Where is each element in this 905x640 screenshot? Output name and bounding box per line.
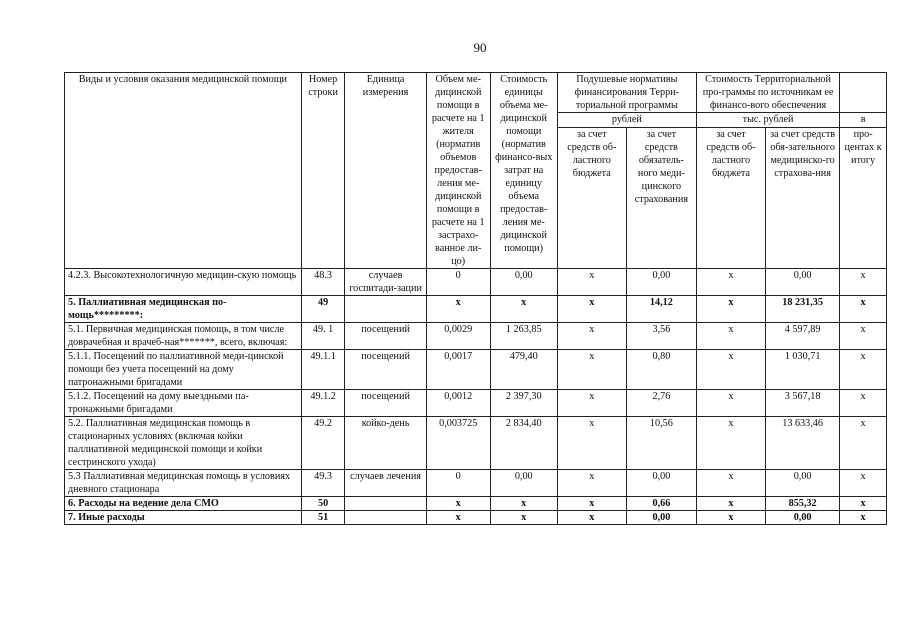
row-unit: посещений bbox=[345, 390, 426, 417]
row-norm-budget: х bbox=[557, 296, 626, 323]
row-cost-oms: 13 633,46 bbox=[766, 417, 840, 470]
header-group-cost bbox=[696, 73, 839, 113]
row-norm-oms: 0,80 bbox=[626, 350, 696, 390]
row-percent: х bbox=[840, 269, 887, 296]
table-row bbox=[65, 323, 887, 350]
row-norm-budget: х bbox=[557, 269, 626, 296]
row-cost-oms: 3 567,18 bbox=[766, 390, 840, 417]
table-row bbox=[65, 269, 887, 296]
row-cost-oms: 0,00 bbox=[766, 511, 840, 525]
row-volume: 0 bbox=[426, 269, 490, 296]
header-unit: Единица измерения bbox=[345, 73, 426, 269]
header-cost: Стоимость единицы объема ме-дицинской помощи (норматив финансо-вых затрат на единицу объема предостав-ления ме-дицинской помощи) bbox=[490, 73, 557, 269]
row-cost-budget: х bbox=[696, 511, 765, 525]
row-cost-budget: х bbox=[696, 470, 765, 497]
row-norm-budget: х bbox=[557, 511, 626, 525]
row-norm-oms: 0,00 bbox=[626, 470, 696, 497]
row-name: 5.2. Паллиативная медицинская помощь в стационарных условиях (включая койки паллиативной медицинской помощи и койки сестринского ухода) bbox=[65, 417, 302, 470]
row-cost: 2 834,40 bbox=[490, 417, 557, 470]
header-sub-oms-2: за счет средств обя-зательного медицинско-го страхова-ния bbox=[766, 127, 840, 268]
row-cost-budget: х bbox=[696, 350, 765, 390]
row-volume: 0 bbox=[426, 470, 490, 497]
header-cost-unit: тыс. рублей bbox=[696, 113, 839, 127]
row-cost-oms: 1 030,71 bbox=[766, 350, 840, 390]
row-cost-oms: 4 597,89 bbox=[766, 323, 840, 350]
row-volume: х bbox=[426, 497, 490, 511]
row-cost-oms: 0,00 bbox=[766, 269, 840, 296]
row-cost: 479,40 bbox=[490, 350, 557, 390]
row-norm-budget: х bbox=[557, 323, 626, 350]
financing-table bbox=[64, 72, 887, 525]
row-norm-oms: 3,56 bbox=[626, 323, 696, 350]
header-sub-oms: за счет средств обязатель-ного меди-цинского страхования bbox=[626, 127, 696, 268]
row-norm-budget: х bbox=[557, 390, 626, 417]
row-percent: х bbox=[840, 470, 887, 497]
row-norm-oms: 0,00 bbox=[626, 269, 696, 296]
row-volume: 0,0017 bbox=[426, 350, 490, 390]
table-row bbox=[65, 296, 887, 323]
row-norm-budget: х bbox=[557, 350, 626, 390]
table-row bbox=[65, 390, 887, 417]
header-type: Виды и условия оказания медицинской помощи bbox=[65, 73, 302, 269]
table-row bbox=[65, 511, 887, 525]
row-percent: х bbox=[840, 350, 887, 390]
table-header bbox=[65, 73, 887, 269]
row-number: 49.3 bbox=[301, 470, 345, 497]
row-name: 5.1.1. Посещений по паллиативной меди-цинской помощи без учета посещений на дому патронажными бригадами bbox=[65, 350, 302, 390]
header-group-norms bbox=[557, 73, 696, 113]
row-name: 4.2.3. Высокотехнологичную медицин-скую помощь bbox=[65, 269, 302, 296]
row-cost-oms: 18 231,35 bbox=[766, 296, 840, 323]
row-unit: койко-день bbox=[345, 417, 426, 470]
header-sub-budget-2: за счет средств об-ластного бюджета bbox=[696, 127, 765, 268]
row-number: 50 bbox=[301, 497, 345, 511]
row-number: 49. 1 bbox=[301, 323, 345, 350]
row-cost-budget: х bbox=[696, 390, 765, 417]
row-cost: 1 263,85 bbox=[490, 323, 557, 350]
row-cost: х bbox=[490, 296, 557, 323]
row-number: 49.2 bbox=[301, 417, 345, 470]
row-volume: 0,003725 bbox=[426, 417, 490, 470]
header-norms-unit: рублей bbox=[557, 113, 696, 127]
row-norm-budget: х bbox=[557, 497, 626, 511]
row-unit bbox=[345, 497, 426, 511]
header-row-number: Номер строки bbox=[301, 73, 345, 269]
row-cost: х bbox=[490, 497, 557, 511]
header-group-norms-label: Подушевые нормативы финансирования Терри-ториальной программы bbox=[574, 74, 680, 111]
row-norm-oms: 10,56 bbox=[626, 417, 696, 470]
row-cost-budget: х bbox=[696, 417, 765, 470]
header-volume: Объем ме-дицинской помощи в расчете на 1 жителя (норматив объемов предостав-ления ме-дицинской помощи в расчете на 1 застрахо-ванное ли-цо) bbox=[426, 73, 490, 269]
row-percent: х bbox=[840, 497, 887, 511]
row-volume: 0,0029 bbox=[426, 323, 490, 350]
row-percent: х bbox=[840, 323, 887, 350]
table-row bbox=[65, 350, 887, 390]
row-cost: х bbox=[490, 511, 557, 525]
row-cost-oms: 0,00 bbox=[766, 470, 840, 497]
row-unit bbox=[345, 511, 426, 525]
row-name: 7. Иные расходы bbox=[65, 511, 302, 525]
row-norm-oms: 0,00 bbox=[626, 511, 696, 525]
page-number: 90 bbox=[473, 40, 487, 55]
row-percent: х bbox=[840, 296, 887, 323]
row-cost-budget: х bbox=[696, 497, 765, 511]
row-volume: х bbox=[426, 296, 490, 323]
row-percent: х bbox=[840, 417, 887, 470]
table-row bbox=[65, 417, 887, 470]
row-norm-oms: 0,66 bbox=[626, 497, 696, 511]
row-norm-oms: 2,76 bbox=[626, 390, 696, 417]
row-name: 5.3 Паллиативная медицинская помощь в условиях дневного стационара bbox=[65, 470, 302, 497]
row-number: 49.1.2 bbox=[301, 390, 345, 417]
row-percent: х bbox=[840, 390, 887, 417]
row-name: 6. Расходы на ведение дела СМО bbox=[65, 497, 302, 511]
row-cost-budget: х bbox=[696, 269, 765, 296]
row-unit: посещений bbox=[345, 350, 426, 390]
table-row bbox=[65, 497, 887, 511]
row-volume: х bbox=[426, 511, 490, 525]
row-norm-oms: 14,12 bbox=[626, 296, 696, 323]
row-cost-oms: 855,32 bbox=[766, 497, 840, 511]
row-cost-budget: х bbox=[696, 323, 765, 350]
row-number: 49.1.1 bbox=[301, 350, 345, 390]
row-number: 51 bbox=[301, 511, 345, 525]
row-percent: х bbox=[840, 511, 887, 525]
header-percent-v: в bbox=[840, 113, 887, 127]
table-body bbox=[65, 269, 887, 525]
row-volume: 0,0012 bbox=[426, 390, 490, 417]
row-cost: 0,00 bbox=[490, 269, 557, 296]
header-sub-percent: про-центах к итогу bbox=[840, 127, 887, 268]
header-group-cost-label: Стоимость Территориальной про-граммы по источникам ее финансо-вого обеспечения bbox=[702, 74, 834, 111]
row-unit: случаев госпитади-зации bbox=[345, 269, 426, 296]
row-unit: посещений bbox=[345, 323, 426, 350]
row-cost: 0,00 bbox=[490, 470, 557, 497]
row-norm-budget: х bbox=[557, 470, 626, 497]
header-sub-budget: за счет средств об-ластного бюджета bbox=[557, 127, 626, 268]
row-norm-budget: х bbox=[557, 417, 626, 470]
header-percent-top bbox=[840, 73, 887, 113]
row-number: 49 bbox=[301, 296, 345, 323]
row-name: 5.1. Первичная медицинская помощь, в том числе доврачебная и врачеб-ная*******, всего, включая: bbox=[65, 323, 302, 350]
row-name: 5. Паллиативная медицинская по-мощь*********: bbox=[65, 296, 302, 323]
row-cost: 2 397,30 bbox=[490, 390, 557, 417]
row-unit bbox=[345, 296, 426, 323]
row-cost-budget: х bbox=[696, 296, 765, 323]
row-unit: случаев лечения bbox=[345, 470, 426, 497]
row-number: 48.3 bbox=[301, 269, 345, 296]
table-row bbox=[65, 470, 887, 497]
row-name: 5.1.2. Посещений на дому выездными па-тронажными бригадами bbox=[65, 390, 302, 417]
